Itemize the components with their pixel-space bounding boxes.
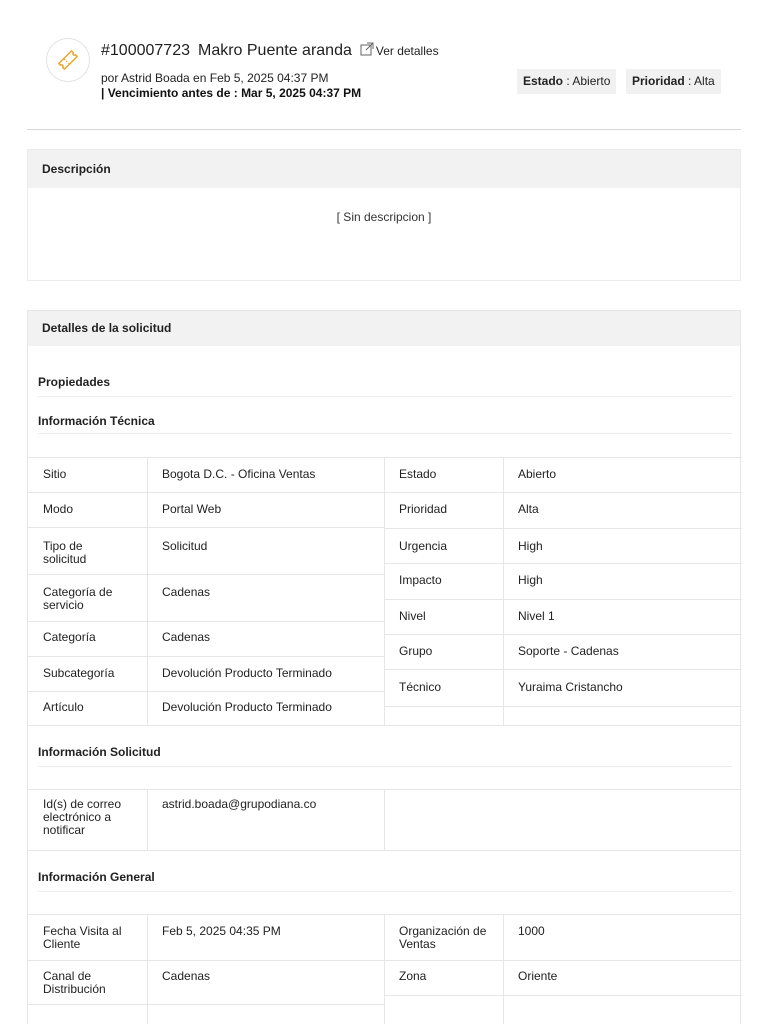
field-label-urgencia: Urgencia [399,539,448,553]
field-value-zona[interactable]: Oriente [518,969,558,983]
grid-line [384,457,385,725]
grid-line [384,599,742,600]
field-value-organizacion-ventas[interactable]: 1000 [518,924,545,938]
field-label-estado: Estado [399,467,437,481]
field-label-impacto: Impacto [399,573,442,587]
grid-line [384,669,742,670]
description-empty: [ Sin descripcion ] [336,210,432,224]
field-value-tipo-solicitud[interactable]: Solicitud [162,539,208,553]
grid-line [384,789,385,850]
view-details-link[interactable]: Ver detalles [375,44,439,58]
tech-info-heading: Información Técnica [38,414,155,428]
field-value-estado[interactable]: Abierto [518,467,557,481]
grid-line [28,527,384,528]
request-details-panel [27,310,741,1024]
grid-line [28,457,742,458]
grid-line [28,960,742,961]
field-value-subcategoria[interactable]: Devolución Producto Terminado [162,666,332,680]
general-info-divider [38,891,732,892]
status-label: Estado [523,74,564,88]
ticket-icon [46,38,90,82]
field-label-fecha-visita: Fecha Visita al Cliente [43,924,122,951]
description-panel [27,149,741,281]
grid-line [384,563,742,564]
grid-line [28,914,742,915]
field-value-prioridad[interactable]: Alta [518,502,539,516]
field-value-fecha-visita[interactable]: Feb 5, 2025 04:35 PM [162,924,281,938]
field-label-categoria-servicio: Categoría de servicio [43,585,113,612]
grid-line [28,1004,384,1005]
field-value-impacto[interactable]: High [518,573,543,587]
grid-line [503,457,504,725]
request-info-divider [38,766,732,767]
grid-line [28,691,384,692]
field-value-categoria[interactable]: Cadenas [162,630,211,644]
field-label-sitio: Sitio [43,467,67,481]
general-info-heading: Información General [38,870,155,884]
status-badge[interactable] [517,69,616,94]
grid-line [28,574,384,575]
grid-line [384,706,742,707]
field-label-zona: Zona [399,969,427,983]
grid-line [384,634,742,635]
field-value-canal-distribucion[interactable]: Cadenas [162,969,211,983]
field-label-organizacion-ventas: Organización de Ventas [399,924,487,951]
grid-line [147,457,148,725]
request-subject: Makro Puente aranda [197,42,352,59]
field-value-modo[interactable]: Portal Web [162,502,222,516]
field-label-tipo-solicitud: Tipo de solicitud [43,539,87,566]
field-value-notify-emails[interactable]: astrid.boada@grupodiana.co [162,797,317,811]
grid-line [28,789,742,790]
field-label-articulo: Artículo [43,700,84,714]
request-meta: por Astrid Boada en Feb 5, 2025 04:37 PM [101,71,329,85]
field-label-nivel: Nivel [399,609,426,623]
request-due-date: | Vencimiento antes de : Mar 5, 2025 04:37 PM [101,86,362,100]
field-value-grupo[interactable]: Soporte - Cadenas [518,644,619,658]
grid-line [384,528,742,529]
field-label-subcategoria: Subcategoría [43,666,115,680]
field-label-grupo: Grupo [399,644,433,658]
grid-line [384,995,742,996]
tech-info-divider [38,433,732,434]
grid-line [28,621,384,622]
grid-line [147,914,148,1024]
field-label-canal-distribucion: Canal de Distribución [43,969,106,996]
priority-label: Prioridad [632,74,685,88]
field-value-tecnico[interactable]: Yuraima Cristancho [518,680,623,694]
grid-line [384,914,385,1024]
field-value-categoria-servicio[interactable]: Cadenas [162,585,211,599]
request-id: #100007723 [101,42,190,59]
grid-line [28,725,742,726]
properties-heading: Propiedades [38,375,111,389]
field-label-prioridad: Prioridad [399,502,448,516]
field-value-sitio[interactable]: Bogota D.C. - Oficina Ventas [162,467,316,481]
field-value-urgencia[interactable]: High [518,539,543,553]
request-info-heading: Información Solicitud [38,745,161,759]
header-divider [27,129,741,130]
properties-divider [38,396,732,397]
request-title-row [101,41,439,60]
grid-line [28,656,384,657]
field-value-articulo[interactable]: Devolución Producto Terminado [162,700,332,714]
field-label-notify-emails: Id(s) de correo electrónico a notificar [43,797,122,837]
priority-value: : Alta [684,74,715,88]
description-title: Descripción [28,150,740,188]
grid-line [384,492,742,493]
field-value-nivel[interactable]: Nivel 1 [518,609,555,623]
grid-line [503,914,504,1024]
external-link-icon[interactable] [360,42,374,56]
field-label-tecnico: Técnico [399,680,442,694]
status-value: : Abierto [563,74,611,88]
grid-line [28,850,742,851]
grid-line [147,789,148,850]
field-label-modo: Modo [43,502,74,516]
priority-badge[interactable] [626,69,721,94]
details-title: Detalles de la solicitud [28,311,740,346]
grid-line [28,492,384,493]
field-label-categoria: Categoría [43,630,96,644]
request-header [0,0,768,130]
